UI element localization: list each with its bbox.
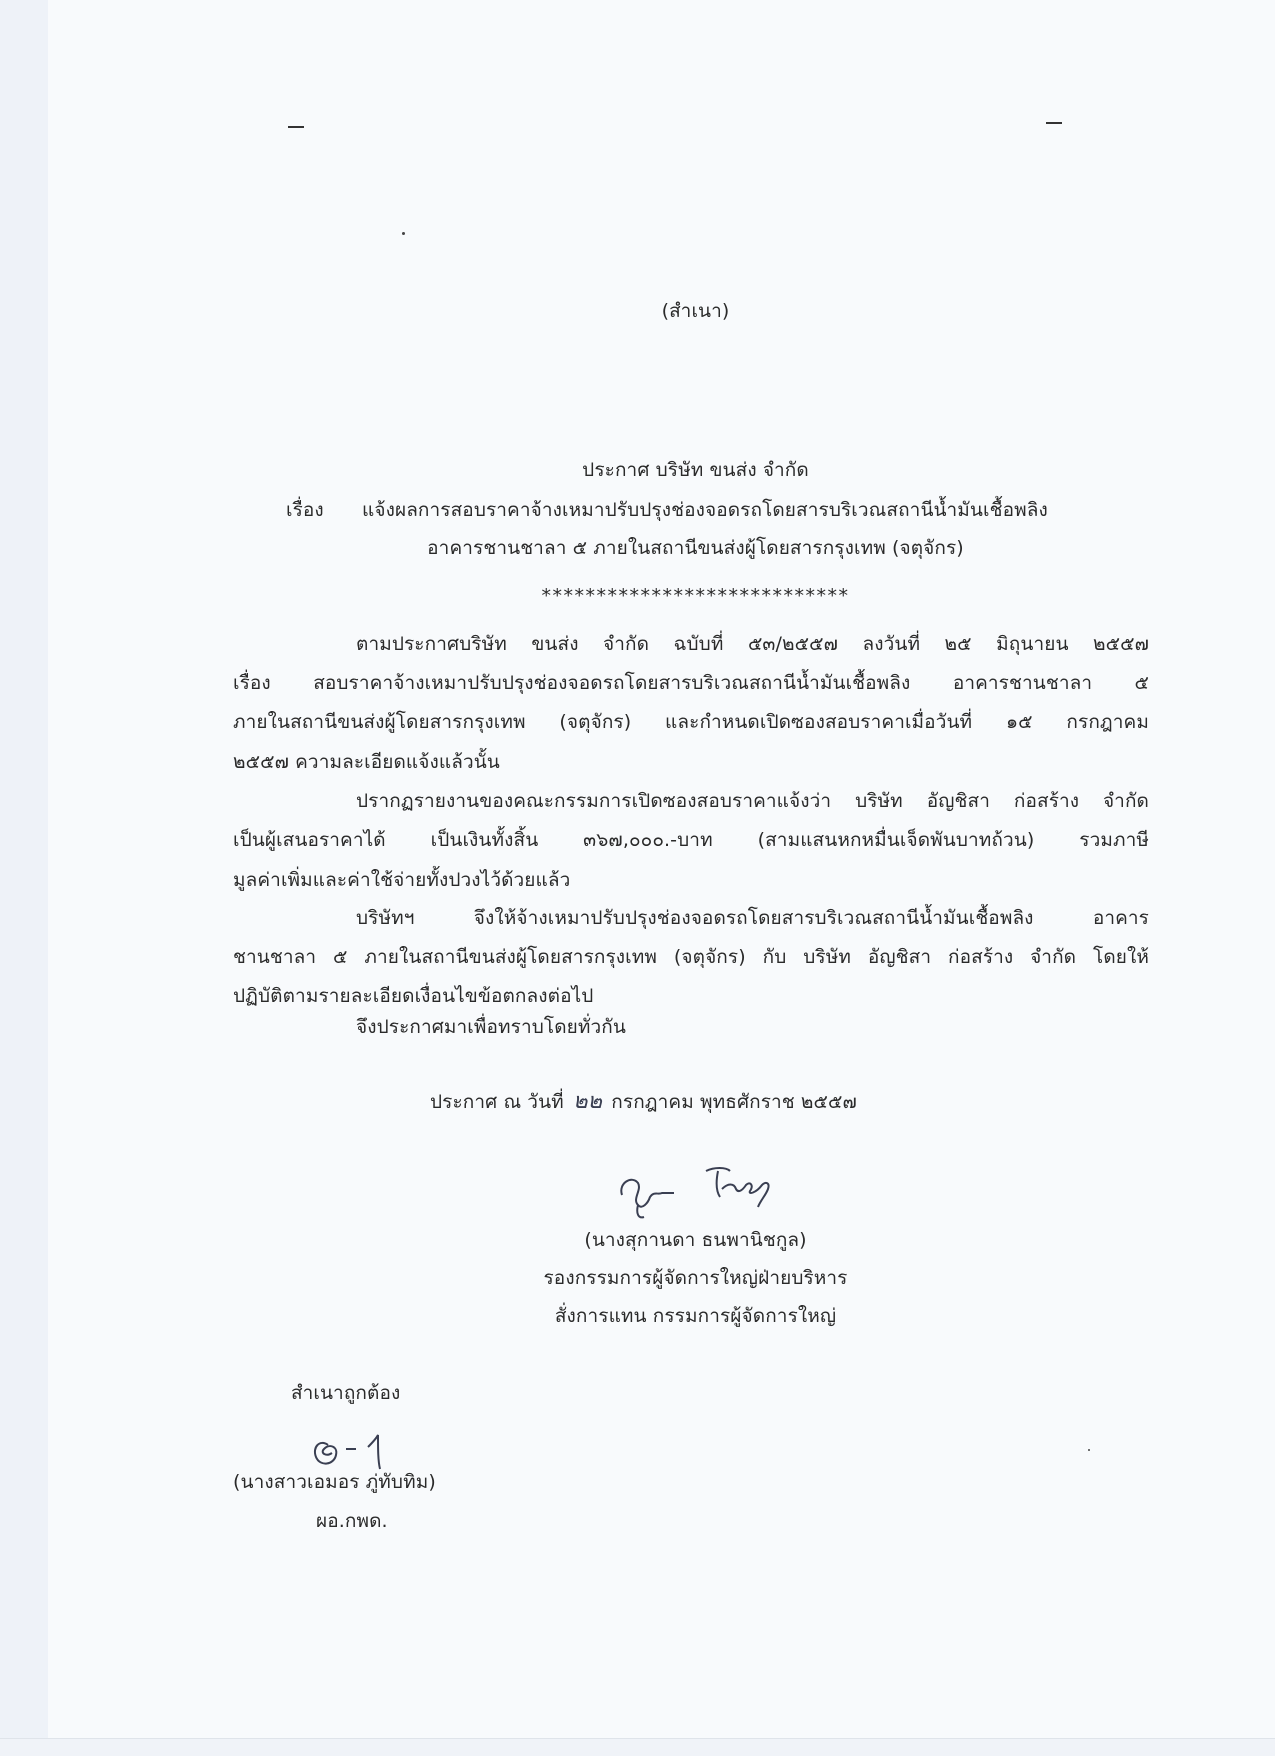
signer-on-behalf: สั่งการแทน กรรมการผู้จัดการใหญ่ — [554, 1305, 837, 1327]
handwritten-signature — [610, 1155, 785, 1225]
subject-label: เรื่อง — [286, 499, 324, 521]
paragraph-1-line-2: เรื่อง สอบราคาจ้างเหมาปรับปรุงช่องจอดรถโดยสารบริเวณสถานีน้ำมันเชื้อพลิง อาคารชานชาลา ๕ — [233, 672, 1149, 694]
divider-stars: **************************** — [541, 585, 850, 607]
certifier-name: (นางสาวเอมอร ภู่ทับทิม) — [233, 1471, 436, 1493]
corner-mark-left — [288, 126, 304, 128]
date-line — [430, 1088, 857, 1116]
signer-name: (นางสุกานดา ธนพานิชกูล) — [584, 1229, 807, 1251]
paragraph-2-line-1: ปรากฏรายงานของคณะกรรมการเปิดซองสอบราคาแจ้งว่า บริษัท อัญชิสา ก่อสร้าง จำกัด — [356, 790, 1149, 812]
signer-position: รองกรรมการผู้จัดการใหญ่ฝ่ายบริหาร — [543, 1267, 848, 1289]
scan-speck — [1088, 1449, 1090, 1451]
scan-bottom-edge — [0, 1738, 1275, 1756]
announcement-title: ประกาศ บริษัท ขนส่ง จำกัด — [582, 459, 809, 481]
copy-mark: (สำเนา) — [661, 300, 730, 322]
paragraph-1-line-4: ๒๕๕๗ ความละเอียดแจ้งแล้วนั้น — [233, 751, 500, 773]
corner-mark-right — [1046, 122, 1062, 124]
date-suffix: กรกฎาคม พุทธศักราช ๒๕๕๗ — [611, 1091, 857, 1113]
subject-line-2: อาคารชานชาลา ๕ ภายในสถานีขนส่งผู้โดยสารกรุงเทพ (จตุจักร) — [427, 537, 964, 559]
paragraph-3-line-1: บริษัทฯ จึงให้จ้างเหมาปรับปรุงช่องจอดรถโดยสารบริเวณสถานีน้ำมันเชื้อพลิง อาคาร — [356, 907, 1149, 929]
certifier-position: ผอ.กพด. — [316, 1510, 388, 1532]
paragraph-3-line-3: ปฏิบัติตามรายละเอียดเงื่อนไขข้อตกลงต่อไป — [233, 985, 594, 1007]
certified-copy-label: สำเนาถูกต้อง — [291, 1382, 401, 1404]
paragraph-2-line-3: มูลค่าเพิ่มและค่าใช้จ่ายทั้งปวงไว้ด้วยแล้ว — [233, 869, 571, 891]
paragraph-4: จึงประกาศมาเพื่อทราบโดยทั่วกัน — [356, 1016, 626, 1038]
date-prefix: ประกาศ ณ วันที่ — [430, 1091, 564, 1113]
paragraph-1-line-3: ภายในสถานีขนส่งผู้โดยสารกรุงเทพ (จตุจักร) และกำหนดเปิดซองสอบราคาเมื่อวันที่ ๑๕ กรกฎาคม — [233, 711, 1149, 733]
scan-edge — [0, 0, 48, 1755]
date-day-handwritten: ๒๒ — [572, 1089, 603, 1114]
scan-speck — [402, 232, 405, 235]
paragraph-3-line-2: ชานชาลา ๕ ภายในสถานีขนส่งผู้โดยสารกรุงเทพ (จตุจักร) กับ บริษัท อัญชิสา ก่อสร้าง จำกัด โดยให้ — [233, 946, 1149, 968]
paragraph-2-line-2: เป็นผู้เสนอราคาได้ เป็นเงินทั้งสิ้น ๓๖๗,๐๐๐.-บาท (สามแสนหกหมื่นเจ็ดพันบาทถ้วน) รวมภาษี — [233, 829, 1149, 851]
paragraph-1-line-1: ตามประกาศบริษัท ขนส่ง จำกัด ฉบับที่ ๕๓/๒๕๕๗ ลงวันที่ ๒๕ มิถุนายน ๒๕๕๗ — [356, 633, 1149, 655]
subject-line-1: แจ้งผลการสอบราคาจ้างเหมาปรับปรุงช่องจอดรถโดยสารบริเวณสถานีน้ำมันเชื้อพลิง — [362, 499, 1048, 521]
